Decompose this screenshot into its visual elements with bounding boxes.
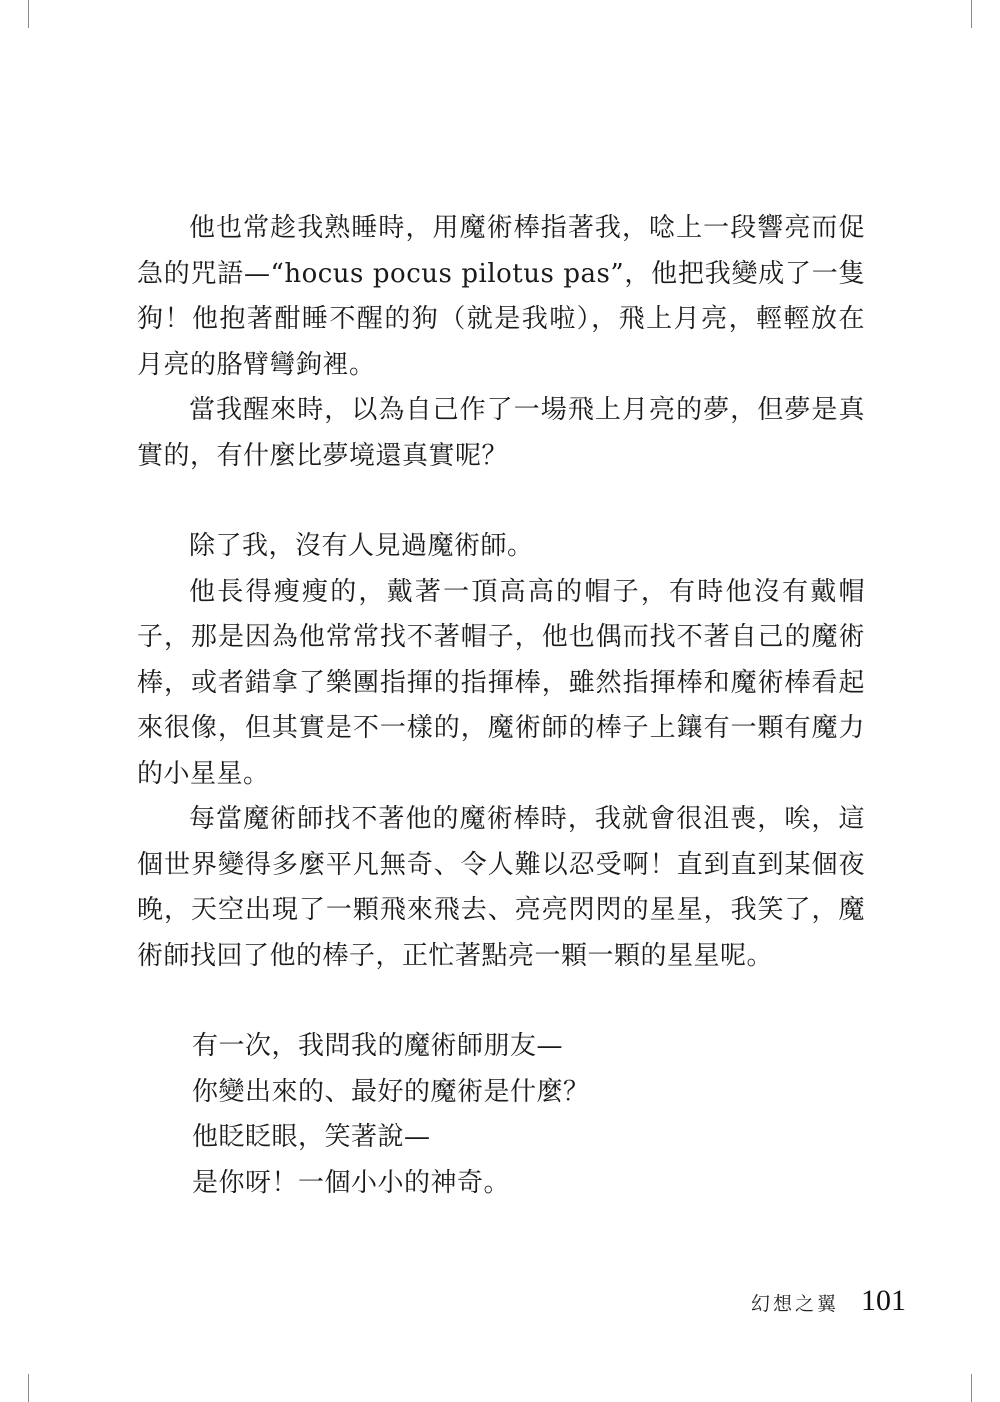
section-break <box>137 979 865 1024</box>
paragraph: 除了我，沒有人見過魔術師。 <box>189 531 534 561</box>
paragraph: 當我醒來時，以為自己作了一場飛上月亮的夢，但夢是真實的，有什麼比夢境還真實呢？ <box>137 395 865 471</box>
page-footer <box>700 1284 906 1318</box>
page-number: 101 <box>861 1284 906 1317</box>
dialogue-line: 你變出來的、最好的魔術是什麼？ <box>192 1076 590 1107</box>
dialogue-line: 是你呀！一個小小的神奇。 <box>192 1167 511 1198</box>
paragraph: 每當魔術師找不著他的魔術棒時，我就會很沮喪，唉，這個世界變得多麼平凡無奇、令人難以忍受啊！直到直到某個夜晚，天空出現了一顆飛來飛去、亮亮閃閃的星星，我笑了，魔術師找回了他的棒子，正忙著點亮一顆一顆的星星呢。 <box>137 804 865 971</box>
dialogue-line: 有一次，我問我的魔術師朋友— <box>192 1031 564 1061</box>
text-body <box>137 206 865 1206</box>
crop-mark-top-left <box>28 0 29 28</box>
crop-mark-bottom-right <box>971 1374 972 1402</box>
paragraph: 他長得瘦瘦的，戴著一頂高高的帽子，有時他沒有戴帽子，那是因為他常常找不著帽子，他也偶而找不著自己的魔術棒，或者錯拿了樂團指揮的指揮棒，雖然指揮棒和魔術棒看起來很像，但其實是不一樣的，魔術師的棒子上鑲有一顆有魔力的小星星。 <box>137 576 865 789</box>
dialogue-line: 他眨眨眼，笑著說— <box>192 1122 431 1152</box>
paragraph: 他也常趁我熟睡時，用魔術棒指著我，唸上一段響亮而促急的咒語—“hocus pocus pilotus pas”，他把我變成了一隻狗！他抱著酣睡不醒的狗（就是我啦），飛上月亮，輕輕放在月亮的胳臂彎鉤裡。 <box>137 213 865 380</box>
crop-mark-bottom-left <box>28 1374 29 1402</box>
running-title: 幻想之翼 <box>750 1293 839 1315</box>
section-break <box>137 479 865 524</box>
crop-mark-top-right <box>971 0 972 28</box>
